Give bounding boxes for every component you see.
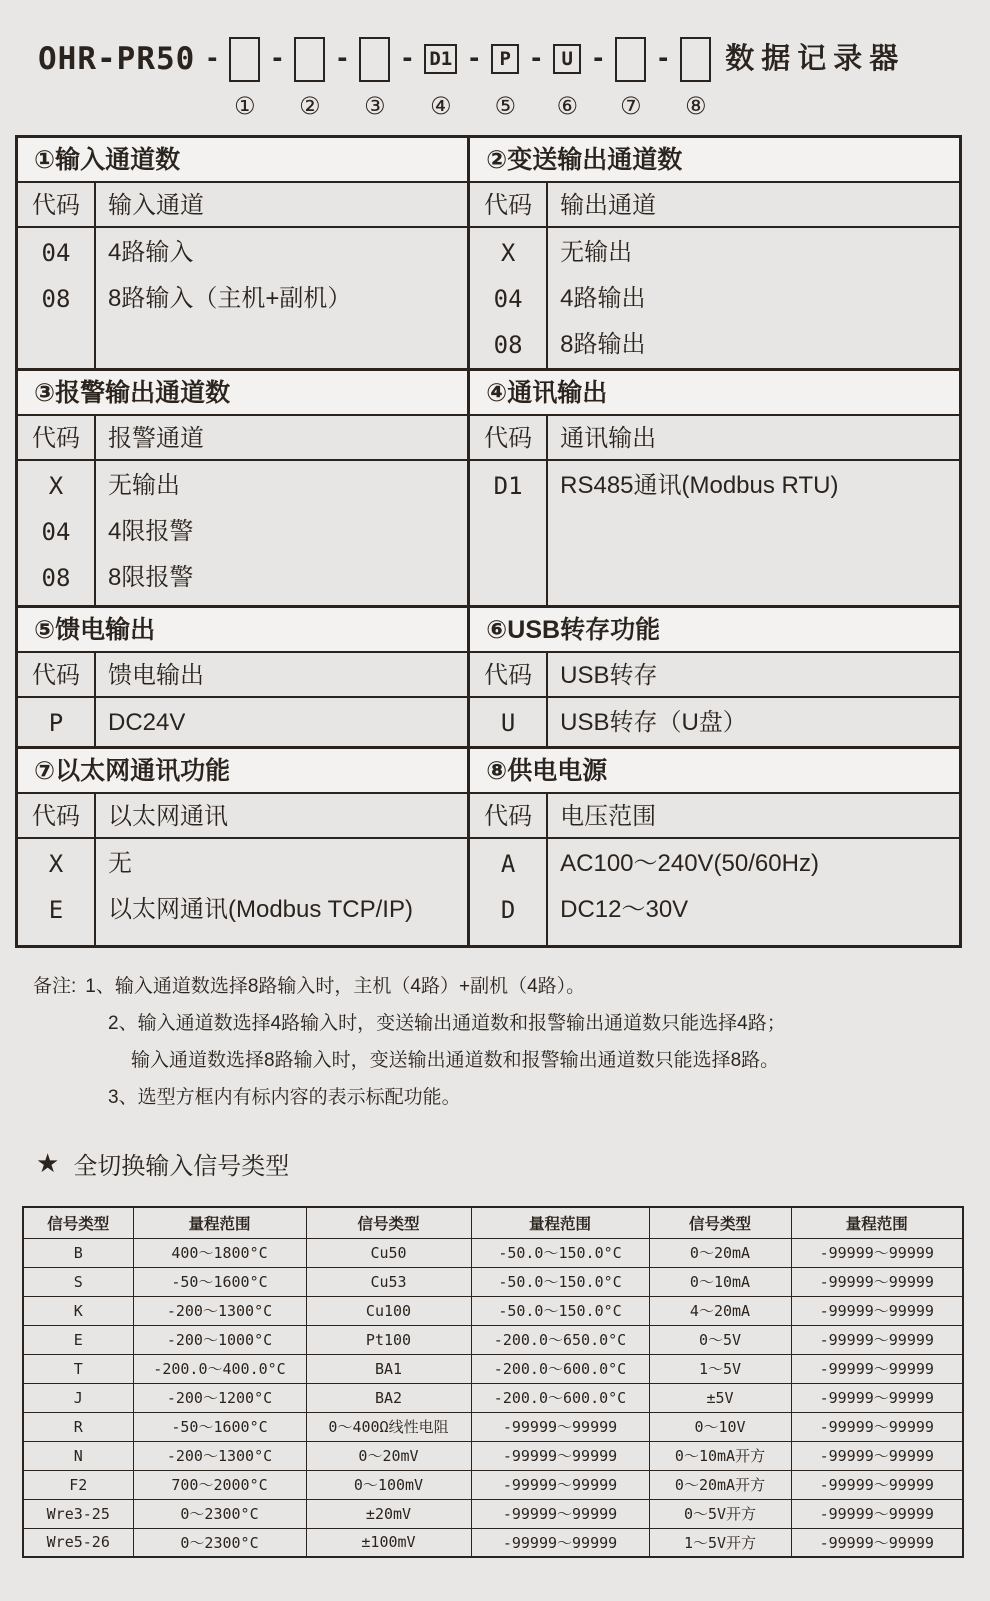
signal-cell: 0～2300°C bbox=[133, 1528, 306, 1557]
signal-cell: -200～1300°C bbox=[133, 1441, 306, 1470]
section-title-5: ⑤馈电输出 bbox=[18, 608, 467, 653]
signal-cell: E bbox=[23, 1325, 133, 1354]
model-separator: - bbox=[593, 41, 604, 74]
segment-number-7: ⑦ bbox=[619, 93, 642, 120]
section-input-channels bbox=[18, 138, 467, 368]
signal-cell: -99999～99999 bbox=[791, 1441, 963, 1470]
segment-number-8: ⑧ bbox=[684, 93, 707, 120]
section-communication-output bbox=[470, 371, 959, 605]
signal-col-header: 信号类型 bbox=[306, 1207, 471, 1238]
desc-value: 8路输入（主机+副机） bbox=[108, 285, 352, 312]
model-segment-1 bbox=[229, 36, 260, 119]
signal-row bbox=[23, 1296, 963, 1325]
desc-column-header: 电压范围 bbox=[548, 794, 959, 839]
signal-row bbox=[23, 1354, 963, 1383]
signal-cell: 0～2300°C bbox=[133, 1499, 306, 1528]
code-value: 04 bbox=[41, 239, 71, 267]
desc-value: 4限报警 bbox=[108, 518, 194, 545]
signal-cell: 700～2000°C bbox=[133, 1470, 306, 1499]
code-column-header: 代码 bbox=[18, 416, 94, 461]
desc-column-header: 馈电输出 bbox=[96, 653, 467, 698]
signal-row bbox=[23, 1412, 963, 1441]
signal-cell: 0～10mA开方 bbox=[649, 1441, 791, 1470]
signal-cell: -200～1300°C bbox=[133, 1296, 306, 1325]
signal-cell: -99999～99999 bbox=[791, 1383, 963, 1412]
section-title-4: ④通讯输出 bbox=[470, 371, 959, 416]
desc-column-header: 以太网通讯 bbox=[96, 794, 467, 839]
signal-row bbox=[23, 1499, 963, 1528]
section-title-7: ⑦以太网通讯功能 bbox=[18, 749, 467, 794]
segment-number-6: ⑥ bbox=[556, 93, 578, 120]
section-ethernet bbox=[18, 749, 467, 945]
desc-value: 4路输入 bbox=[108, 239, 194, 266]
signal-cell: 1～5V开方 bbox=[649, 1528, 791, 1557]
signal-col-header: 量程范围 bbox=[791, 1207, 963, 1238]
signal-cell: Wre5-26 bbox=[23, 1528, 133, 1557]
section-feed-output bbox=[18, 608, 467, 746]
signal-cell: Cu53 bbox=[306, 1267, 471, 1296]
model-segment-4 bbox=[424, 36, 457, 119]
signal-cell: 0～5V开方 bbox=[649, 1499, 791, 1528]
signal-cell: -200～1200°C bbox=[133, 1383, 306, 1412]
signal-cell: 0～100mV bbox=[306, 1470, 471, 1499]
signal-cell: B bbox=[23, 1238, 133, 1267]
code-box-1 bbox=[229, 37, 260, 82]
segment-number-3: ③ bbox=[364, 93, 386, 120]
signal-row bbox=[23, 1441, 963, 1470]
signal-cell: 1～5V bbox=[649, 1354, 791, 1383]
desc-value: 8限报警 bbox=[108, 564, 194, 591]
segment-number-1: ① bbox=[234, 93, 256, 120]
desc-column-header: 输入通道 bbox=[96, 183, 467, 228]
signal-cell: T bbox=[23, 1354, 133, 1383]
model-separator: - bbox=[658, 41, 669, 74]
signal-types-heading-text: 全切换输入信号类型 bbox=[73, 1153, 290, 1180]
model-segment-5 bbox=[491, 36, 519, 119]
signal-cell: -200～1000°C bbox=[133, 1325, 306, 1354]
code-value: X bbox=[48, 850, 64, 878]
desc-column-header: 输出通道 bbox=[548, 183, 959, 228]
desc-value: DC12～30V bbox=[560, 896, 689, 923]
section-usb-dump bbox=[470, 608, 959, 746]
signal-row bbox=[23, 1325, 963, 1354]
code-value: A bbox=[500, 850, 516, 878]
signal-cell: 0～20mA bbox=[649, 1238, 791, 1267]
signal-col-header: 信号类型 bbox=[649, 1207, 791, 1238]
signal-types-heading bbox=[36, 1146, 990, 1181]
signal-cell: 0～400Ω线性电阻 bbox=[306, 1412, 471, 1441]
signal-cell: Pt100 bbox=[306, 1325, 471, 1354]
section-power-supply bbox=[470, 749, 959, 945]
code-box-5: P bbox=[491, 44, 519, 74]
signal-cell: -99999～99999 bbox=[471, 1412, 649, 1441]
code-column-header: 代码 bbox=[18, 794, 94, 839]
desc-value: 以太网通讯(Modbus TCP/IP) bbox=[108, 896, 413, 923]
signal-cell: -200.0～650.0°C bbox=[471, 1325, 649, 1354]
signal-cell: -99999～99999 bbox=[791, 1325, 963, 1354]
signal-cell: -99999～99999 bbox=[791, 1354, 963, 1383]
desc-value: AC100～240V(50/60Hz) bbox=[560, 850, 819, 877]
model-code-diagram bbox=[0, 0, 990, 119]
code-value: U bbox=[500, 709, 516, 737]
signal-cell: -200.0～600.0°C bbox=[471, 1383, 649, 1412]
code-value: D bbox=[500, 896, 516, 924]
signal-cell: -99999～99999 bbox=[791, 1470, 963, 1499]
desc-value: 4路输出 bbox=[560, 285, 646, 312]
code-column-header: 代码 bbox=[18, 183, 94, 228]
code-value: 08 bbox=[41, 564, 71, 592]
section-title-8: ⑧供电电源 bbox=[470, 749, 959, 794]
signal-row bbox=[23, 1470, 963, 1499]
model-separator: - bbox=[272, 41, 283, 74]
section-title-2: ②变送输出通道数 bbox=[470, 138, 959, 183]
code-value: 08 bbox=[41, 285, 71, 313]
segment-number-5: ⑤ bbox=[494, 93, 516, 120]
signal-row bbox=[23, 1267, 963, 1296]
code-box-8 bbox=[680, 37, 711, 82]
signal-cell: ±5V bbox=[649, 1383, 791, 1412]
signal-row bbox=[23, 1238, 963, 1267]
desc-value: DC24V bbox=[108, 709, 186, 736]
model-prefix: OHR-PR50 bbox=[38, 41, 196, 77]
signal-cell: 4～20mA bbox=[649, 1296, 791, 1325]
section-alarm-outputs bbox=[18, 371, 467, 605]
desc-value: 8路输出 bbox=[560, 331, 646, 358]
signal-cell: -99999～99999 bbox=[471, 1528, 649, 1557]
note-line bbox=[33, 968, 990, 1005]
signal-cell: -50～1600°C bbox=[133, 1267, 306, 1296]
selection-spec-table bbox=[15, 135, 962, 948]
code-box-2 bbox=[294, 37, 325, 82]
section-title-3: ③报警输出通道数 bbox=[18, 371, 467, 416]
model-segment-3 bbox=[359, 36, 390, 119]
signal-cell: BA1 bbox=[306, 1354, 471, 1383]
signal-cell: -200.0～600.0°C bbox=[471, 1354, 649, 1383]
section-title-1: ①输入通道数 bbox=[18, 138, 467, 183]
signal-cell: 400～1800°C bbox=[133, 1238, 306, 1267]
notes-block bbox=[0, 968, 990, 1116]
desc-value: 无 bbox=[108, 850, 132, 877]
star-icon: ★ bbox=[36, 1148, 60, 1178]
desc-column-header: 报警通道 bbox=[96, 416, 467, 461]
signal-cell: BA2 bbox=[306, 1383, 471, 1412]
desc-value: 无输出 bbox=[560, 239, 633, 266]
code-box-4: D1 bbox=[424, 44, 457, 74]
signal-cell: -50.0～150.0°C bbox=[471, 1238, 649, 1267]
signal-cell: -99999～99999 bbox=[471, 1441, 649, 1470]
signal-cell: Cu50 bbox=[306, 1238, 471, 1267]
signal-cell: R bbox=[23, 1412, 133, 1441]
signal-cell: -99999～99999 bbox=[791, 1296, 963, 1325]
signal-cell: ±20mV bbox=[306, 1499, 471, 1528]
signal-cell: -99999～99999 bbox=[791, 1499, 963, 1528]
signal-col-header: 量程范围 bbox=[133, 1207, 306, 1238]
section-retransmit-outputs bbox=[470, 138, 959, 368]
notes-label: 备注: bbox=[33, 976, 77, 997]
code-column-header: 代码 bbox=[470, 794, 546, 839]
signal-cell: 0～20mA开方 bbox=[649, 1470, 791, 1499]
code-value: 04 bbox=[41, 518, 71, 546]
note-text: 3、选型方框内有标内容的表示标配功能。 bbox=[108, 1087, 461, 1108]
model-separator: - bbox=[402, 41, 413, 74]
signal-cell: -50～1600°C bbox=[133, 1412, 306, 1441]
desc-value: 无输出 bbox=[108, 472, 180, 499]
desc-value: USB转存（U盘） bbox=[560, 709, 747, 736]
model-separator: - bbox=[337, 41, 348, 74]
model-segment-6 bbox=[553, 36, 581, 119]
model-segment-8 bbox=[680, 36, 711, 119]
segment-number-4: ④ bbox=[430, 93, 452, 120]
code-column-header: 代码 bbox=[18, 653, 94, 698]
model-segment-2 bbox=[294, 36, 325, 119]
segment-number-2: ② bbox=[299, 93, 321, 120]
code-value: 08 bbox=[493, 331, 523, 359]
note-text: 2、输入通道数选择4路输入时，变送输出通道数和报警输出通道数只能选择4路； bbox=[108, 1013, 786, 1034]
desc-value: RS485通讯(Modbus RTU) bbox=[560, 472, 839, 499]
signal-cell: Cu100 bbox=[306, 1296, 471, 1325]
signal-cell: Wre3-25 bbox=[23, 1499, 133, 1528]
desc-column-header: USB转存 bbox=[548, 653, 959, 698]
signal-cell: ±100mV bbox=[306, 1528, 471, 1557]
section-title-6: ⑥USB转存功能 bbox=[470, 608, 959, 653]
signal-row bbox=[23, 1528, 963, 1557]
signal-cell: -99999～99999 bbox=[791, 1528, 963, 1557]
model-segments bbox=[195, 36, 711, 119]
code-value: P bbox=[48, 709, 64, 737]
model-separator: - bbox=[531, 41, 542, 74]
code-column-header: 代码 bbox=[470, 416, 546, 461]
signal-cell: F2 bbox=[23, 1470, 133, 1499]
product-type-label: 数据记录器 bbox=[725, 43, 906, 75]
signal-cell: -200.0～400.0°C bbox=[133, 1354, 306, 1383]
signal-cell: -99999～99999 bbox=[471, 1470, 649, 1499]
signal-cell: -99999～99999 bbox=[791, 1412, 963, 1441]
code-box-7 bbox=[615, 37, 646, 82]
signal-cell: 0～5V bbox=[649, 1325, 791, 1354]
code-column-header: 代码 bbox=[470, 653, 546, 698]
signal-cell: N bbox=[23, 1441, 133, 1470]
signal-cell: S bbox=[23, 1267, 133, 1296]
code-column-header: 代码 bbox=[470, 183, 546, 228]
signal-cell: 0～10mA bbox=[649, 1267, 791, 1296]
signal-cell: -99999～99999 bbox=[791, 1267, 963, 1296]
code-value: E bbox=[48, 896, 64, 924]
model-separator: - bbox=[207, 41, 218, 74]
signal-header-row bbox=[23, 1207, 963, 1238]
code-value: X bbox=[500, 239, 516, 267]
signal-cell: 0～20mV bbox=[306, 1441, 471, 1470]
code-value: X bbox=[48, 472, 64, 500]
signal-row bbox=[23, 1383, 963, 1412]
note-text: 1、输入通道数选择8路输入时，主机（4路）+副机（4路）。 bbox=[85, 976, 586, 997]
code-box-3 bbox=[359, 37, 390, 82]
code-value: D1 bbox=[493, 472, 523, 500]
model-segment-7 bbox=[615, 36, 646, 119]
model-separator: - bbox=[469, 41, 480, 74]
signal-cell: -50.0～150.0°C bbox=[471, 1296, 649, 1325]
signal-cell: -50.0～150.0°C bbox=[471, 1267, 649, 1296]
code-value: 04 bbox=[493, 285, 523, 313]
signal-type-table bbox=[22, 1206, 964, 1558]
signal-col-header: 量程范围 bbox=[471, 1207, 649, 1238]
signal-cell: -99999～99999 bbox=[791, 1238, 963, 1267]
signal-col-header: 信号类型 bbox=[23, 1207, 133, 1238]
code-box-6: U bbox=[553, 44, 581, 74]
signal-cell: 0～10V bbox=[649, 1412, 791, 1441]
signal-cell: J bbox=[23, 1383, 133, 1412]
desc-column-header: 通讯输出 bbox=[548, 416, 959, 461]
signal-cell: -99999～99999 bbox=[471, 1499, 649, 1528]
signal-cell: K bbox=[23, 1296, 133, 1325]
note-text: 输入通道数选择8路输入时，变送输出通道数和报警输出通道数只能选择8路。 bbox=[131, 1050, 780, 1071]
